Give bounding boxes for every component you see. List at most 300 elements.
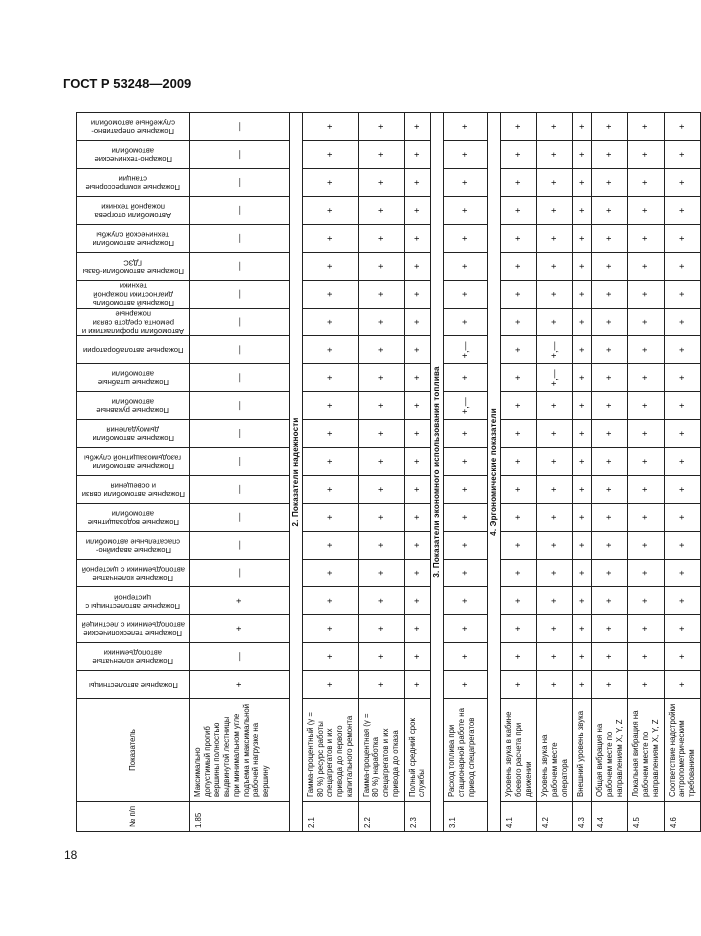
- header-column-label: Пожарные рукавные автомобили: [96, 397, 170, 416]
- cell-value: +: [358, 447, 404, 475]
- cell-value: +: [537, 615, 573, 643]
- cell-value: +: [404, 475, 430, 503]
- row-number: 4.2: [537, 802, 573, 832]
- cell-value: +: [628, 280, 664, 308]
- rotated-table-container: [76, 112, 697, 832]
- cell-value: +: [404, 392, 430, 420]
- cell-value: +: [573, 280, 592, 308]
- cell-value: +: [573, 224, 592, 252]
- cell-value: +: [444, 169, 488, 197]
- cell-value: +: [303, 447, 359, 475]
- header-column: [77, 392, 190, 420]
- cell-value: +: [664, 587, 700, 615]
- cell-value: +: [573, 141, 592, 169]
- cell-value: +: [444, 420, 488, 448]
- header-column: [77, 587, 190, 615]
- cell-value: +: [628, 643, 664, 671]
- cell-value: +: [303, 364, 359, 392]
- cell-value: +: [444, 224, 488, 252]
- header-column-label: Пожарные автолестницы с цистерной: [85, 592, 181, 611]
- cell-value: +: [628, 224, 664, 252]
- header-column-label: Пожарные водозащитные автомобили: [87, 509, 179, 527]
- cell-value: +: [358, 531, 404, 559]
- cell-value: +: [303, 671, 359, 699]
- cell-value: +: [303, 559, 359, 587]
- cell-value: +: [404, 503, 430, 531]
- cell-value: +: [573, 392, 592, 420]
- cell-value: —: [190, 336, 290, 364]
- row-number: 2.3: [404, 802, 430, 832]
- header-column: [77, 169, 190, 197]
- cell-value: —: [190, 196, 290, 224]
- cell-value: +: [628, 559, 664, 587]
- cell-value: +: [501, 336, 537, 364]
- cell-value: +: [664, 420, 700, 448]
- cell-value: +: [501, 643, 537, 671]
- cell-value: +: [592, 308, 628, 336]
- cell-value: +: [190, 671, 290, 699]
- cell-value: +: [592, 503, 628, 531]
- cell-value: +: [664, 615, 700, 643]
- cell-value: +: [664, 252, 700, 280]
- header-column: [77, 196, 190, 224]
- cell-value: +: [444, 252, 488, 280]
- cell-value: +: [501, 531, 537, 559]
- row-indicator: Внешний уровень звука: [573, 699, 592, 802]
- cell-value: +,—: [444, 336, 488, 364]
- cell-value: +: [537, 447, 573, 475]
- row-number: 4.4: [592, 802, 628, 832]
- cell-value: +: [404, 196, 430, 224]
- cell-value: —: [190, 392, 290, 420]
- header-column: [77, 308, 190, 336]
- cell-value: +: [573, 252, 592, 280]
- cell-value: +: [573, 615, 592, 643]
- cell-value: +: [592, 252, 628, 280]
- cell-value: +: [358, 364, 404, 392]
- cell-value: +: [628, 141, 664, 169]
- cell-value: +: [444, 643, 488, 671]
- cell-value: —: [190, 420, 290, 448]
- table-row: [501, 113, 537, 832]
- cell-value: +: [664, 503, 700, 531]
- row-indicator: Соответствие надстройки антропометрическим требованиям: [664, 699, 700, 802]
- cell-value: +: [573, 475, 592, 503]
- row-number: 2.1: [303, 802, 359, 832]
- cell-value: +: [501, 671, 537, 699]
- header-column: [77, 447, 190, 475]
- cell-value: +: [444, 475, 488, 503]
- cell-value: +: [592, 643, 628, 671]
- cell-value: +: [573, 587, 592, 615]
- header-column-label: Пожарно-технические автомобили: [94, 146, 172, 165]
- cell-value: +: [537, 643, 573, 671]
- cell-value: +: [501, 308, 537, 336]
- cell-value: —: [190, 169, 290, 197]
- cell-value: +: [592, 141, 628, 169]
- cell-value: +: [303, 280, 359, 308]
- header-column: [77, 643, 190, 671]
- cell-value: +: [358, 420, 404, 448]
- cell-value: +: [628, 447, 664, 475]
- table-row: [537, 113, 573, 832]
- cell-value: +: [573, 559, 592, 587]
- cell-value: +: [404, 615, 430, 643]
- cell-value: +: [404, 531, 430, 559]
- cell-value: +: [404, 559, 430, 587]
- row-indicator: Общая вибрация на рабочем месте по направлениям X, Y, Z: [592, 699, 628, 802]
- cell-value: +: [190, 587, 290, 615]
- cell-value: +: [592, 475, 628, 503]
- header-column-label: Пожарные коленчатые автоподъемники с цистерной: [81, 565, 185, 583]
- cell-value: +: [628, 308, 664, 336]
- cell-value: +,—: [537, 336, 573, 364]
- cell-value: +: [537, 420, 573, 448]
- header-column-label: Пожарные компрессорные станции: [85, 174, 181, 193]
- cell-value: +: [628, 475, 664, 503]
- cell-value: +: [303, 392, 359, 420]
- cell-value: +: [592, 169, 628, 197]
- cell-value: +: [404, 420, 430, 448]
- row-indicator: Гамма-процентный (γ = 80 %) ресурс работы спецагрегатов и их привода до первого капитального ремонта: [303, 699, 359, 802]
- cell-value: +: [573, 531, 592, 559]
- header-column: [77, 615, 190, 643]
- cell-value: —: [190, 308, 290, 336]
- cell-value: +: [628, 336, 664, 364]
- cell-value: +: [303, 336, 359, 364]
- cell-value: +: [501, 280, 537, 308]
- cell-value: +: [592, 559, 628, 587]
- cell-value: +: [358, 587, 404, 615]
- cell-value: +: [592, 224, 628, 252]
- cell-value: +: [303, 587, 359, 615]
- header-column-label: Пожарные коленчатые автоподъемники: [92, 648, 174, 667]
- table-row: [303, 113, 359, 832]
- cell-value: +: [303, 531, 359, 559]
- cell-value: —: [190, 503, 290, 531]
- section-row: [431, 113, 444, 832]
- cell-value: +: [573, 364, 592, 392]
- cell-value: +: [628, 392, 664, 420]
- cell-value: +: [190, 615, 290, 643]
- cell-value: +: [592, 671, 628, 699]
- table-row: [628, 113, 664, 832]
- header-column-label: Автомобили профилактики и ремонта средств связи пожарные: [81, 309, 185, 337]
- section-title: 4. Эргономические показатели: [488, 113, 501, 832]
- cell-value: +: [537, 587, 573, 615]
- cell-value: +: [444, 196, 488, 224]
- header-column: [77, 475, 190, 503]
- cell-value: +: [358, 252, 404, 280]
- cell-value: +: [537, 392, 573, 420]
- cell-value: +: [573, 503, 592, 531]
- row-number: 4.5: [628, 802, 664, 832]
- table-row: [573, 113, 592, 832]
- cell-value: +: [537, 475, 573, 503]
- cell-value: —: [190, 280, 290, 308]
- cell-value: +: [404, 280, 430, 308]
- cell-value: +: [592, 336, 628, 364]
- cell-value: +: [501, 364, 537, 392]
- header-column: [77, 420, 190, 448]
- cell-value: +: [537, 252, 573, 280]
- cell-value: +: [404, 169, 430, 197]
- cell-value: +: [303, 643, 359, 671]
- header-column: [77, 336, 190, 364]
- cell-value: +: [628, 503, 664, 531]
- cell-value: —: [190, 559, 290, 587]
- row-indicator: Локальная вибрация на рабочем месте по направлениям X, Y, Z: [628, 699, 664, 802]
- header-column: [77, 559, 190, 587]
- cell-value: +: [404, 336, 430, 364]
- cell-value: +: [664, 308, 700, 336]
- row-indicator: Полный средний срок службы: [404, 699, 430, 802]
- cell-value: +: [537, 280, 573, 308]
- cell-value: +: [358, 671, 404, 699]
- cell-value: +: [628, 615, 664, 643]
- cell-value: +: [592, 364, 628, 392]
- cell-value: +: [501, 587, 537, 615]
- header-column: [77, 531, 190, 559]
- cell-value: +: [358, 224, 404, 252]
- cell-value: +: [573, 196, 592, 224]
- page-number: 18: [64, 848, 78, 862]
- cell-value: +: [303, 224, 359, 252]
- header-column-label: Пожарные автомобили технической службы: [92, 230, 174, 249]
- cell-value: +: [592, 392, 628, 420]
- table-header-row: [77, 113, 190, 832]
- cell-value: +: [592, 587, 628, 615]
- cell-value: —: [190, 224, 290, 252]
- cell-value: +: [664, 224, 700, 252]
- cell-value: +: [573, 113, 592, 141]
- cell-value: +: [592, 196, 628, 224]
- cell-value: +: [303, 475, 359, 503]
- cell-value: +: [444, 587, 488, 615]
- header-column-label: Пожарные автомобили дымоудаления: [92, 425, 174, 444]
- cell-value: —: [190, 643, 290, 671]
- cell-value: +: [501, 113, 537, 141]
- table-row: [190, 113, 290, 832]
- table-row: [664, 113, 700, 832]
- cell-value: +: [303, 503, 359, 531]
- header-column-label: Пожарные автомобили-базы ГДЗС: [82, 258, 184, 276]
- cell-value: +: [404, 447, 430, 475]
- cell-value: +: [303, 141, 359, 169]
- section-title: 2. Показатели надежности: [290, 113, 303, 832]
- row-indicator: Уровень звука на рабочем месте оператора: [537, 699, 573, 802]
- cell-value: +: [573, 643, 592, 671]
- cell-value: +: [537, 671, 573, 699]
- header-column-label: Пожарные оперативно-служебные автомобили: [90, 118, 176, 137]
- table-row: [358, 113, 404, 832]
- cell-value: +: [404, 224, 430, 252]
- cell-value: +: [592, 615, 628, 643]
- cell-value: +: [592, 420, 628, 448]
- cell-value: +: [573, 420, 592, 448]
- cell-value: +: [628, 420, 664, 448]
- cell-value: +: [573, 447, 592, 475]
- cell-value: +: [444, 531, 488, 559]
- cell-value: +: [537, 308, 573, 336]
- cell-value: +: [628, 364, 664, 392]
- cell-value: —: [190, 531, 290, 559]
- cell-value: +: [358, 113, 404, 141]
- cell-value: +: [537, 503, 573, 531]
- cell-value: +: [501, 196, 537, 224]
- cell-value: +: [501, 475, 537, 503]
- cell-value: +: [664, 336, 700, 364]
- cell-value: —: [190, 364, 290, 392]
- cell-value: +: [358, 196, 404, 224]
- header-column-label: Пожарные автолаборатории: [82, 346, 184, 356]
- indicators-table: [76, 112, 701, 832]
- cell-value: +: [358, 169, 404, 197]
- cell-value: +: [664, 671, 700, 699]
- cell-value: +: [537, 141, 573, 169]
- row-number: 4.1: [501, 802, 537, 832]
- cell-value: +: [444, 559, 488, 587]
- cell-value: +: [303, 615, 359, 643]
- row-indicator: Расход топлива при стационарной работе на привод спецагрегатов: [444, 699, 488, 802]
- cell-value: +: [501, 559, 537, 587]
- cell-value: +: [444, 308, 488, 336]
- cell-value: +: [404, 252, 430, 280]
- cell-value: +: [444, 615, 488, 643]
- header-column-label: Пожарные автолестницы: [88, 680, 178, 690]
- header-column: [77, 252, 190, 280]
- cell-value: +: [537, 196, 573, 224]
- row-number: 2.2: [358, 802, 404, 832]
- table-body: [190, 113, 701, 832]
- cell-value: +: [303, 113, 359, 141]
- cell-value: +: [444, 141, 488, 169]
- cell-value: +: [592, 531, 628, 559]
- cell-value: +: [664, 392, 700, 420]
- cell-value: +: [537, 531, 573, 559]
- row-number: 4.6: [664, 802, 700, 832]
- cell-value: +: [444, 113, 488, 141]
- header-column-label: Пожарные аварийно-спасательные автомобили: [85, 537, 181, 555]
- cell-value: +: [501, 224, 537, 252]
- cell-value: +: [628, 169, 664, 197]
- cell-value: +: [358, 336, 404, 364]
- cell-value: +: [537, 169, 573, 197]
- cell-value: +: [664, 475, 700, 503]
- row-indicator: Максимально допустимый прогиб вершины полностью выдвинутой лестницы при минимальном угле подъема и максимальной рабочей нагрузке на вершину: [190, 699, 290, 802]
- cell-value: +: [358, 475, 404, 503]
- cell-value: +: [358, 280, 404, 308]
- header-column-label: Пожарные автомобили газодымозащитной службы: [84, 453, 182, 472]
- cell-value: +: [444, 503, 488, 531]
- cell-value: +,—: [537, 364, 573, 392]
- table-row: [592, 113, 628, 832]
- cell-value: +: [664, 196, 700, 224]
- cell-value: +: [358, 308, 404, 336]
- cell-value: +: [628, 252, 664, 280]
- cell-value: +: [592, 447, 628, 475]
- cell-value: +: [628, 196, 664, 224]
- cell-value: +: [358, 615, 404, 643]
- cell-value: +: [358, 141, 404, 169]
- cell-value: —: [190, 447, 290, 475]
- row-number: 1.85: [190, 802, 290, 832]
- cell-value: +: [404, 643, 430, 671]
- cell-value: —: [190, 252, 290, 280]
- header-column-label: Пожарные штабные автомобили: [97, 369, 169, 388]
- cell-value: +: [501, 420, 537, 448]
- cell-value: +: [537, 224, 573, 252]
- cell-value: +: [573, 336, 592, 364]
- cell-value: +: [444, 447, 488, 475]
- cell-value: +: [628, 113, 664, 141]
- section-title: 3. Показатели экономного использования топлива: [431, 113, 444, 832]
- cell-value: +: [664, 141, 700, 169]
- cell-value: +: [664, 280, 700, 308]
- cell-value: +: [501, 141, 537, 169]
- cell-value: +: [404, 671, 430, 699]
- cell-value: +: [628, 671, 664, 699]
- cell-value: —: [190, 141, 290, 169]
- cell-value: +: [444, 671, 488, 699]
- cell-value: +: [501, 615, 537, 643]
- cell-value: +: [303, 252, 359, 280]
- header-column: [77, 503, 190, 531]
- cell-value: +: [501, 447, 537, 475]
- cell-value: +: [628, 587, 664, 615]
- cell-value: +: [573, 169, 592, 197]
- cell-value: +: [303, 420, 359, 448]
- cell-value: +: [404, 308, 430, 336]
- header-column: [77, 280, 190, 308]
- row-number: 4.3: [573, 802, 592, 832]
- section-row: [488, 113, 501, 832]
- cell-value: +: [404, 364, 430, 392]
- header-indicator: Показатель: [77, 699, 190, 802]
- header-column-label: Пожарные автомобили связи и освещения: [81, 481, 185, 500]
- table-row: [444, 113, 488, 832]
- cell-value: +: [664, 447, 700, 475]
- cell-value: +: [404, 141, 430, 169]
- header-column-label: Пожарные телескопические автоподъемники с лестницей: [81, 620, 185, 639]
- header-column: [77, 224, 190, 252]
- cell-value: +: [501, 503, 537, 531]
- header-column: [77, 113, 190, 141]
- cell-value: +: [444, 364, 488, 392]
- header-num: № п/п: [77, 802, 190, 832]
- cell-value: +: [537, 113, 573, 141]
- cell-value: +: [628, 531, 664, 559]
- row-number: 3.1: [444, 802, 488, 832]
- cell-value: +: [501, 252, 537, 280]
- header-column: [77, 141, 190, 169]
- cell-value: —: [190, 475, 290, 503]
- cell-value: +: [358, 559, 404, 587]
- cell-value: +: [303, 169, 359, 197]
- cell-value: —: [190, 113, 290, 141]
- header-column: [77, 671, 190, 699]
- cell-value: +: [358, 392, 404, 420]
- cell-value: +: [404, 113, 430, 141]
- cell-value: +: [664, 364, 700, 392]
- cell-value: +: [303, 308, 359, 336]
- cell-value: +: [303, 196, 359, 224]
- header-column: [77, 364, 190, 392]
- cell-value: +: [592, 113, 628, 141]
- cell-value: +: [537, 559, 573, 587]
- document-title: ГОСТ Р 53248—2009: [63, 76, 192, 91]
- cell-value: +: [444, 280, 488, 308]
